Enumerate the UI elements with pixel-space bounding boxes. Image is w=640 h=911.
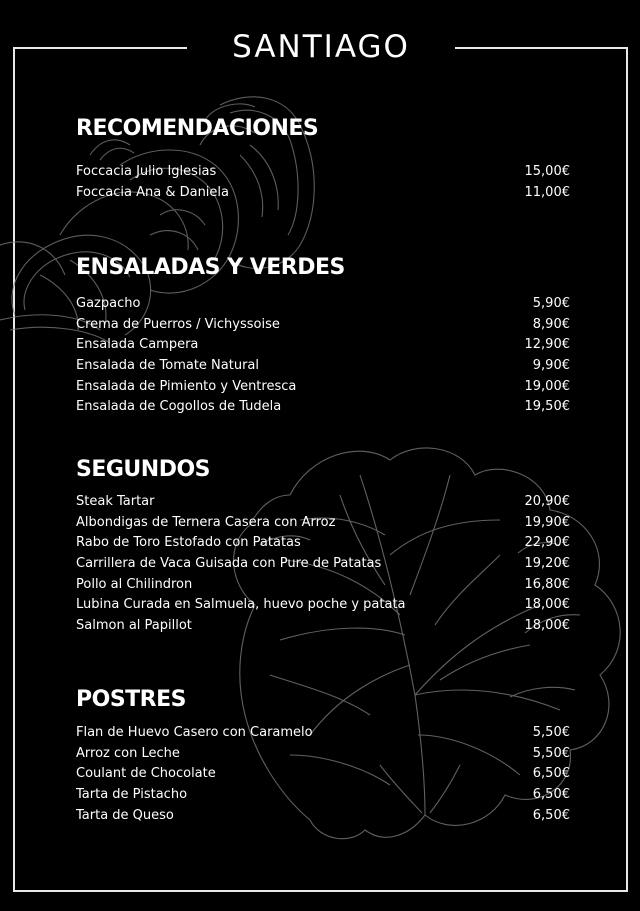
menu-item [76,162,570,183]
item-name: Tarta de Queso [76,807,174,823]
title-rule-right [455,47,628,49]
item-price: 22,90€ [524,535,570,551]
item-name: Gazpacho [76,296,141,311]
item-price: 6,50€ [532,766,570,782]
item-name: Salmon al Papillot [76,618,192,634]
item-price: 18,00€ [524,618,570,634]
item-price: 15,00€ [524,164,570,179]
item-name: Rabo de Toro Estofado con Patatas [76,535,301,551]
item-name: Ensalada de Tomate Natural [76,358,259,374]
item-price: 11,00€ [524,184,570,200]
item-name: Ensalada de Cogollos de Tudela [76,399,282,415]
item-name: Arroz con Leche [76,745,180,761]
section-postres [76,685,570,826]
menu-item [76,554,570,575]
section-heading: RECOMENDACIONES [76,116,319,141]
section-heading: POSTRES [76,687,186,712]
menu-item [76,806,570,827]
item-name: Ensalada Campera [76,337,199,353]
menu-item [76,723,570,744]
item-name: Tarta de Pistacho [76,787,188,803]
item-name: Albondigas de Ternera Casera con Arroz [76,514,336,530]
menu-item [76,764,570,785]
section-recomendaciones [76,114,570,203]
item-price: 12,90€ [524,337,570,353]
menu-item [76,335,570,356]
item-name: Coulant de Chocolate [76,766,216,782]
section-segundos [76,455,570,637]
section-heading: ENSALADAS Y VERDES [76,255,345,280]
menu-item [76,616,570,637]
menu-item [76,377,570,398]
item-price: 9,90€ [532,358,570,374]
item-price: 19,50€ [524,399,570,415]
title-rule-left [13,47,187,49]
item-price: 5,90€ [532,296,570,311]
section-heading: SEGUNDOS [76,457,211,482]
item-price: 5,50€ [532,725,570,740]
item-price: 6,50€ [532,787,570,803]
menu-item [76,595,570,616]
menu-item [76,785,570,806]
menu-item [76,533,570,554]
menu-item [76,513,570,534]
menu-item [76,183,570,204]
item-name: Lubina Curada en Salmuela, huevo poche y patata [76,597,406,613]
item-name: Flan de Huevo Casero con Caramelo [76,725,313,740]
item-price: 19,00€ [524,378,570,394]
item-price: 5,50€ [532,745,570,761]
menu-item [76,744,570,765]
item-price: 8,90€ [532,316,570,332]
menu-item [76,575,570,596]
item-price: 19,20€ [524,556,570,572]
item-name: Crema de Puerros / Vichyssoise [76,316,280,332]
menu-item [76,356,570,377]
item-name: Foccacia Julio Iglesias [76,164,217,179]
item-name: Pollo al Chilindron [76,576,193,592]
item-name: Carrillera de Vaca Guisada con Pure de Patatas [76,556,382,572]
item-name: Ensalada de Pimiento y Ventresca [76,378,297,394]
menu-item [76,294,570,315]
menu-item [76,315,570,336]
section-ensaladas-y-verdes [76,253,570,418]
item-name: Foccacia Ana & Daniela [76,184,229,200]
item-name: Steak Tartar [76,494,155,509]
restaurant-title: SANTIAGO [232,29,410,65]
item-price: 20,90€ [524,494,570,509]
item-price: 18,00€ [524,597,570,613]
menu-item [76,397,570,418]
item-price: 16,80€ [524,576,570,592]
menu-item [76,492,570,513]
item-price: 19,90€ [524,514,570,530]
item-price: 6,50€ [532,807,570,823]
